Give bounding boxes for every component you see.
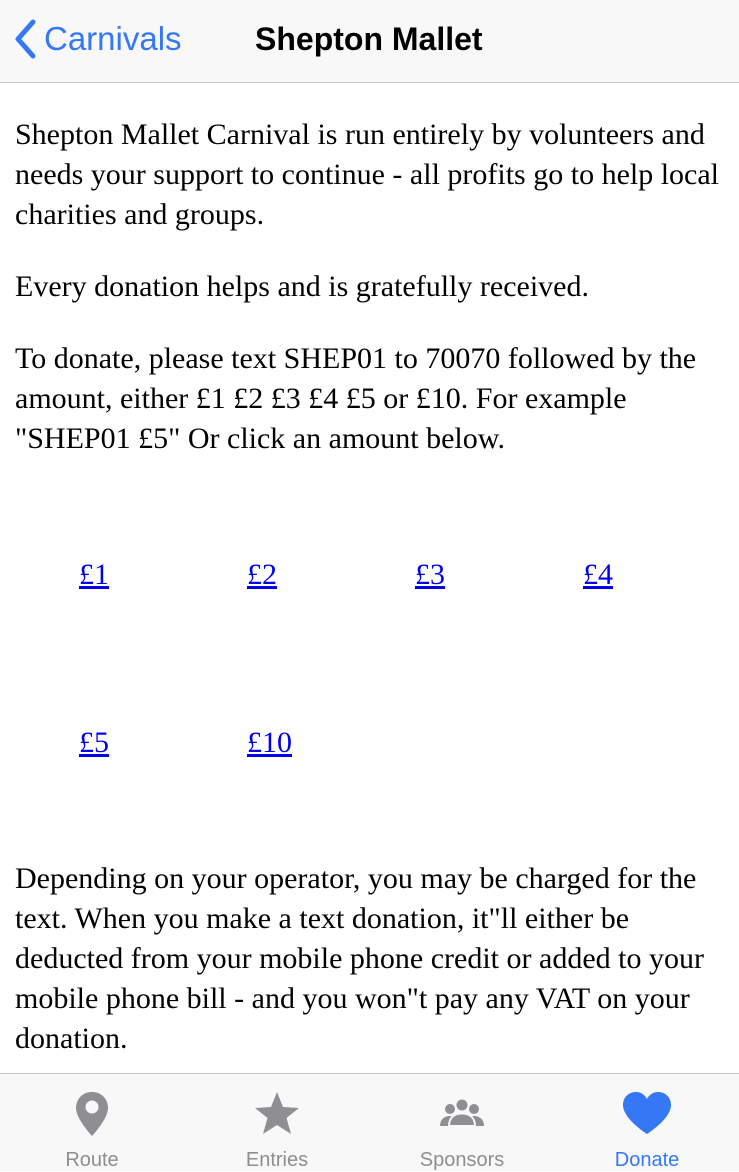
chevron-left-icon [14,19,36,59]
instructions-paragraph: To donate, please text SHEP01 to 70070 followed by the amount, either £1 £2 £3 £4 £5 or £10. For example "SHEP01 £5" Or click an amount below. [15,342,697,455]
tab-donate[interactable] [555,1074,739,1172]
tab-sponsors[interactable] [370,1074,554,1172]
tab-bar [0,1073,739,1171]
map-pin-icon [74,1090,110,1138]
donate-1-link[interactable]: £1 [79,558,109,591]
donate-3-link[interactable]: £3 [415,558,445,591]
back-button-label: Carnivals [44,20,182,57]
intro-paragraph: Shepton Mallet Carnival is run entirely by volunteers and needs your support to continue - all profits go to help local charities and groups. [15,118,720,231]
star-icon [252,1090,302,1138]
disclaimer-paragraph: Depending on your operator, you may be charged for the text. When you make a text donation, it"ll either be deducted from your mobile phone credit or added to your mobile phone bill - and you won"t pay any VAT on your donation. [15,862,704,1055]
heart-icon [621,1090,673,1138]
back-button[interactable] [14,16,182,62]
people-icon [437,1090,487,1138]
tab-route[interactable] [0,1074,184,1172]
tab-entries-label: Entries [245,1149,309,1171]
donate-2-link[interactable]: £2 [247,558,277,591]
page-title: Shepton Mallet [255,21,483,57]
tab-route-label: Route [65,1149,119,1171]
tab-entries[interactable] [185,1074,369,1172]
navigation-bar [0,0,739,83]
donate-5-link[interactable]: £5 [79,726,109,759]
tab-donate-label: Donate [614,1149,680,1171]
donate-10-link[interactable]: £10 [247,726,292,759]
donate-4-link[interactable]: £4 [583,558,613,591]
thanks-paragraph: Every donation helps and is gratefully received. [15,270,589,303]
tab-sponsors-label: Sponsors [419,1149,505,1171]
